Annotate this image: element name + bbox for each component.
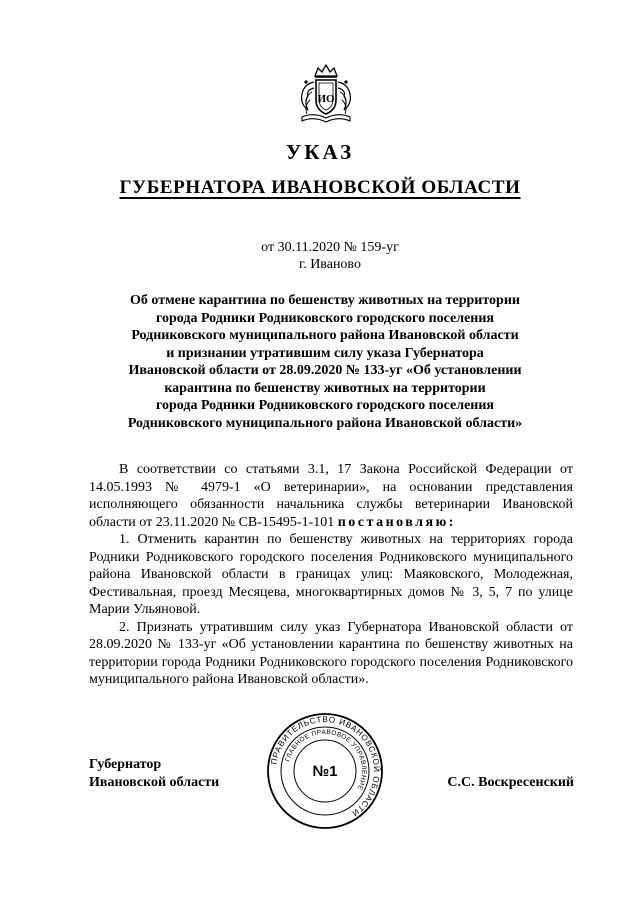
- signatory-position-line-1: Губернатор: [89, 757, 162, 772]
- decree-word: постановляю:: [337, 514, 456, 530]
- body-item-2: 2. Признать утратившим силу указ Губернатора Ивановской области от 28.09.2020 № 133-уг «Об установлении карантина по бешенству животных на территории города Родники Родниковского городского поселения Родниковского муниципального района Ивановской области».: [89, 619, 573, 687]
- document-body: [89, 461, 573, 689]
- body-intro-paragraph: [89, 461, 573, 531]
- document-subtitle: [0, 177, 640, 199]
- heading-line: города Родники Родниковского городского поселения: [155, 310, 495, 326]
- document-heading: [90, 292, 560, 432]
- signatory-position-line-2: Ивановской области: [89, 775, 220, 790]
- document-title: УКАЗ: [285, 140, 355, 164]
- signatory-position: [89, 756, 219, 792]
- coat-of-arms-icon: [296, 62, 356, 124]
- emblem-letters: ИО: [317, 93, 335, 105]
- document-date: от 30.11.2020 № 159-уг: [261, 240, 399, 255]
- heading-line: Ивановской области от 28.09.2020 № 133-уг «Об установлении: [128, 363, 522, 378]
- heading-line: города Родники Родниковского городского поселения: [155, 398, 495, 413]
- document-city: г. Иваново: [299, 257, 361, 272]
- heading-line: Об отмене карантина по бешенству животных на территории: [130, 293, 520, 308]
- body-intro-text: В соответствии со статьями 3.1, 17 Закона Российской Федерации от 14.05.1993 № 4979-1 «О ветеринарии», на основании представления исполняющего обязанности начальника службы ветеринарии Ивановской области от 23.11.2020 № СВ-15495-1-101: [89, 462, 573, 530]
- stamp-inner-textpath: ГЛАВНОЕ ПРАВОВОЕ УПРАВЛЕНИЕ: [284, 728, 368, 792]
- heading-line: карантина по бешенству животных на территории: [164, 380, 486, 396]
- heading-line: и признании утратившим силу указа Губернатора: [166, 345, 484, 361]
- signatory-name: С.С. Воскресенский: [447, 775, 574, 790]
- heading-line: Родниковского муниципального района Ивановской области: [131, 328, 519, 343]
- official-stamp: [266, 712, 384, 830]
- stamp-outer-textpath: ПРАВИТЕЛЬСТВО ИВАНОВСКОЙ ОБЛАСТИ: [269, 714, 382, 819]
- body-item-1: 1. Отменить карантин по бешенству животных на территориях города Родники Родниковского городского поселения Родниковского муниципального района Ивановской области в границах улиц: Маяковского, Молодежная, Фестивальная, проезд Месяцева, многоквартирных домов № 3, 5, 7 по улице Марии Ульяновой.: [89, 532, 573, 617]
- stamp-number: №1: [312, 763, 338, 780]
- subtitle-text: ГУБЕРНАТОРА ИВАНОВСКОЙ ОБЛАСТИ: [119, 177, 521, 198]
- heading-line: Родниковского муниципального района Ивановской области»: [127, 415, 523, 431]
